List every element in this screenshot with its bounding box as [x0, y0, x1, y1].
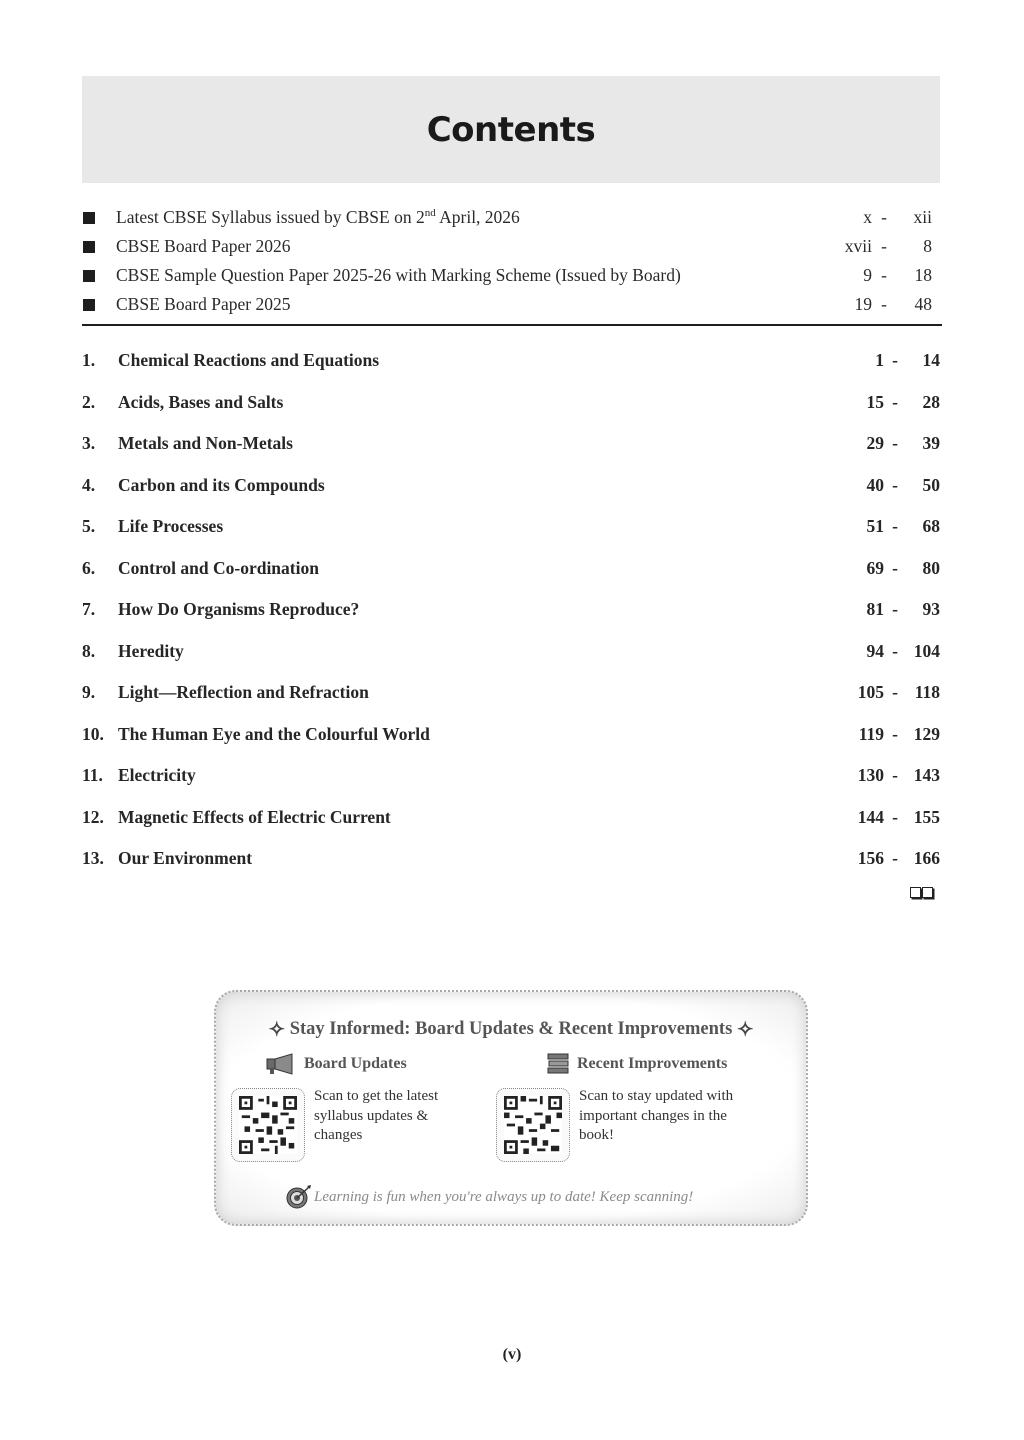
chapter-number: 12. [82, 806, 104, 827]
square-bullet-icon [83, 241, 95, 253]
chapter-item[interactable] [82, 755, 942, 797]
prelim-item[interactable] [82, 203, 932, 232]
info-box-title: ✧ Stay Informed: Board Updates & Recent Improvements ✧ [268, 1019, 754, 1041]
page-range: 119 - 129 [858, 723, 940, 744]
chapter-item[interactable] [82, 631, 942, 673]
chapter-number: 8. [82, 640, 96, 661]
page-range: 1 - 14 [875, 350, 940, 371]
chapter-list [82, 340, 942, 880]
chapter-item[interactable] [82, 423, 942, 465]
board-updates-heading: Board Updates [266, 1053, 407, 1075]
chapter-title: Light—Reflection and Refraction [118, 682, 369, 703]
square-bullet-icon [83, 270, 95, 282]
chapter-item[interactable] [82, 589, 942, 631]
chapter-title: Carbon and its Compounds [118, 474, 325, 495]
sparkle-icon: ✧ [736, 1019, 754, 1041]
chapter-title: Heredity [118, 640, 184, 661]
chapter-number: 4. [82, 474, 96, 495]
chapter-number: 7. [82, 599, 96, 620]
prelim-title: CBSE Board Paper 2025 [116, 294, 291, 314]
page-range: x - xii [863, 207, 932, 227]
page-range: 40 - 50 [866, 474, 940, 495]
chapter-number: 6. [82, 557, 96, 578]
chapter-item[interactable] [82, 465, 942, 507]
prelim-title: CBSE Board Paper 2026 [116, 236, 291, 256]
prelim-item[interactable] [82, 232, 932, 261]
recent-improvements-text: Scan to stay updated with important changes in the book! [579, 1088, 734, 1143]
chapter-number: 1. [82, 350, 96, 371]
end-mark-icon [910, 887, 933, 898]
chapter-title: The Human Eye and the Colourful World [118, 723, 430, 744]
page-range: xvii - 8 [844, 236, 932, 256]
info-box [214, 990, 808, 1226]
chapter-item[interactable] [82, 382, 942, 424]
prelim-title: CBSE Sample Question Paper 2025-26 with Marking Scheme (Issued by Board) [116, 265, 681, 285]
sparkle-icon: ✧ [268, 1019, 286, 1041]
chapter-title: Acids, Bases and Salts [118, 391, 284, 412]
target-icon [286, 1185, 312, 1209]
page-range: 156 - 166 [857, 848, 940, 869]
recent-improvements-qr-code[interactable] [496, 1088, 570, 1162]
board-updates-text: Scan to get the latest syllabus updates & changes [314, 1088, 439, 1143]
chapter-title: Control and Co-ordination [118, 557, 319, 578]
section-divider [82, 324, 942, 326]
books-icon [547, 1053, 569, 1075]
chapter-item[interactable] [82, 672, 942, 714]
square-bullet-icon [83, 212, 95, 224]
recent-improvements-heading: Recent Improvements [547, 1053, 727, 1075]
chapter-title: How Do Organisms Reproduce? [118, 599, 360, 620]
prelim-item[interactable] [82, 261, 932, 290]
chapter-title: Our Environment [118, 848, 253, 869]
contents-header [82, 76, 940, 183]
chapter-number: 5. [82, 516, 96, 537]
prelims-list [82, 203, 932, 319]
chapter-item[interactable] [82, 797, 942, 839]
page-range: 15 - 28 [866, 391, 940, 412]
chapter-title: Life Processes [118, 516, 224, 537]
chapter-item[interactable] [82, 506, 942, 548]
page-range: 51 - 68 [866, 516, 940, 537]
chapter-number: 11. [82, 765, 103, 786]
page-range: 94 - 104 [866, 640, 940, 661]
chapter-title: Chemical Reactions and Equations [118, 350, 380, 371]
page-range: 69 - 80 [866, 557, 940, 578]
chapter-title: Electricity [118, 765, 196, 786]
page-range: 105 - 118 [857, 682, 940, 703]
qr-code-icon [504, 1096, 562, 1154]
chapter-number: 10. [82, 723, 104, 744]
prelim-title: Latest CBSE Syllabus issued by CBSE on 2nd April, 2026 [116, 207, 520, 227]
page-range: 19 - 48 [854, 294, 932, 314]
chapter-title: Magnetic Effects of Electric Current [118, 806, 391, 827]
info-box-footer: Learning is fun when you're always up to date! Keep scanning! [286, 1185, 693, 1209]
chapter-number: 9. [82, 682, 96, 703]
page-range: 29 - 39 [866, 433, 940, 454]
megaphone-icon [266, 1053, 296, 1075]
chapter-item[interactable] [82, 838, 942, 880]
chapter-number: 3. [82, 433, 96, 454]
page-title: Contents [426, 109, 596, 150]
chapter-item[interactable] [82, 548, 942, 590]
page-range: 130 - 143 [857, 765, 940, 786]
page-number: (v) [502, 1346, 522, 1363]
page-range: 81 - 93 [866, 599, 940, 620]
chapter-title: Metals and Non-Metals [118, 433, 293, 454]
chapter-item[interactable] [82, 714, 942, 756]
chapter-number: 13. [82, 848, 104, 869]
page-range: 144 - 155 [857, 806, 940, 827]
prelim-item[interactable] [82, 290, 932, 319]
chapter-number: 2. [82, 391, 96, 412]
chapter-item[interactable] [82, 340, 942, 382]
board-updates-qr-code[interactable] [231, 1088, 305, 1162]
square-bullet-icon [83, 299, 95, 311]
qr-code-icon [239, 1096, 297, 1154]
page-range: 9 - 18 [863, 265, 932, 285]
